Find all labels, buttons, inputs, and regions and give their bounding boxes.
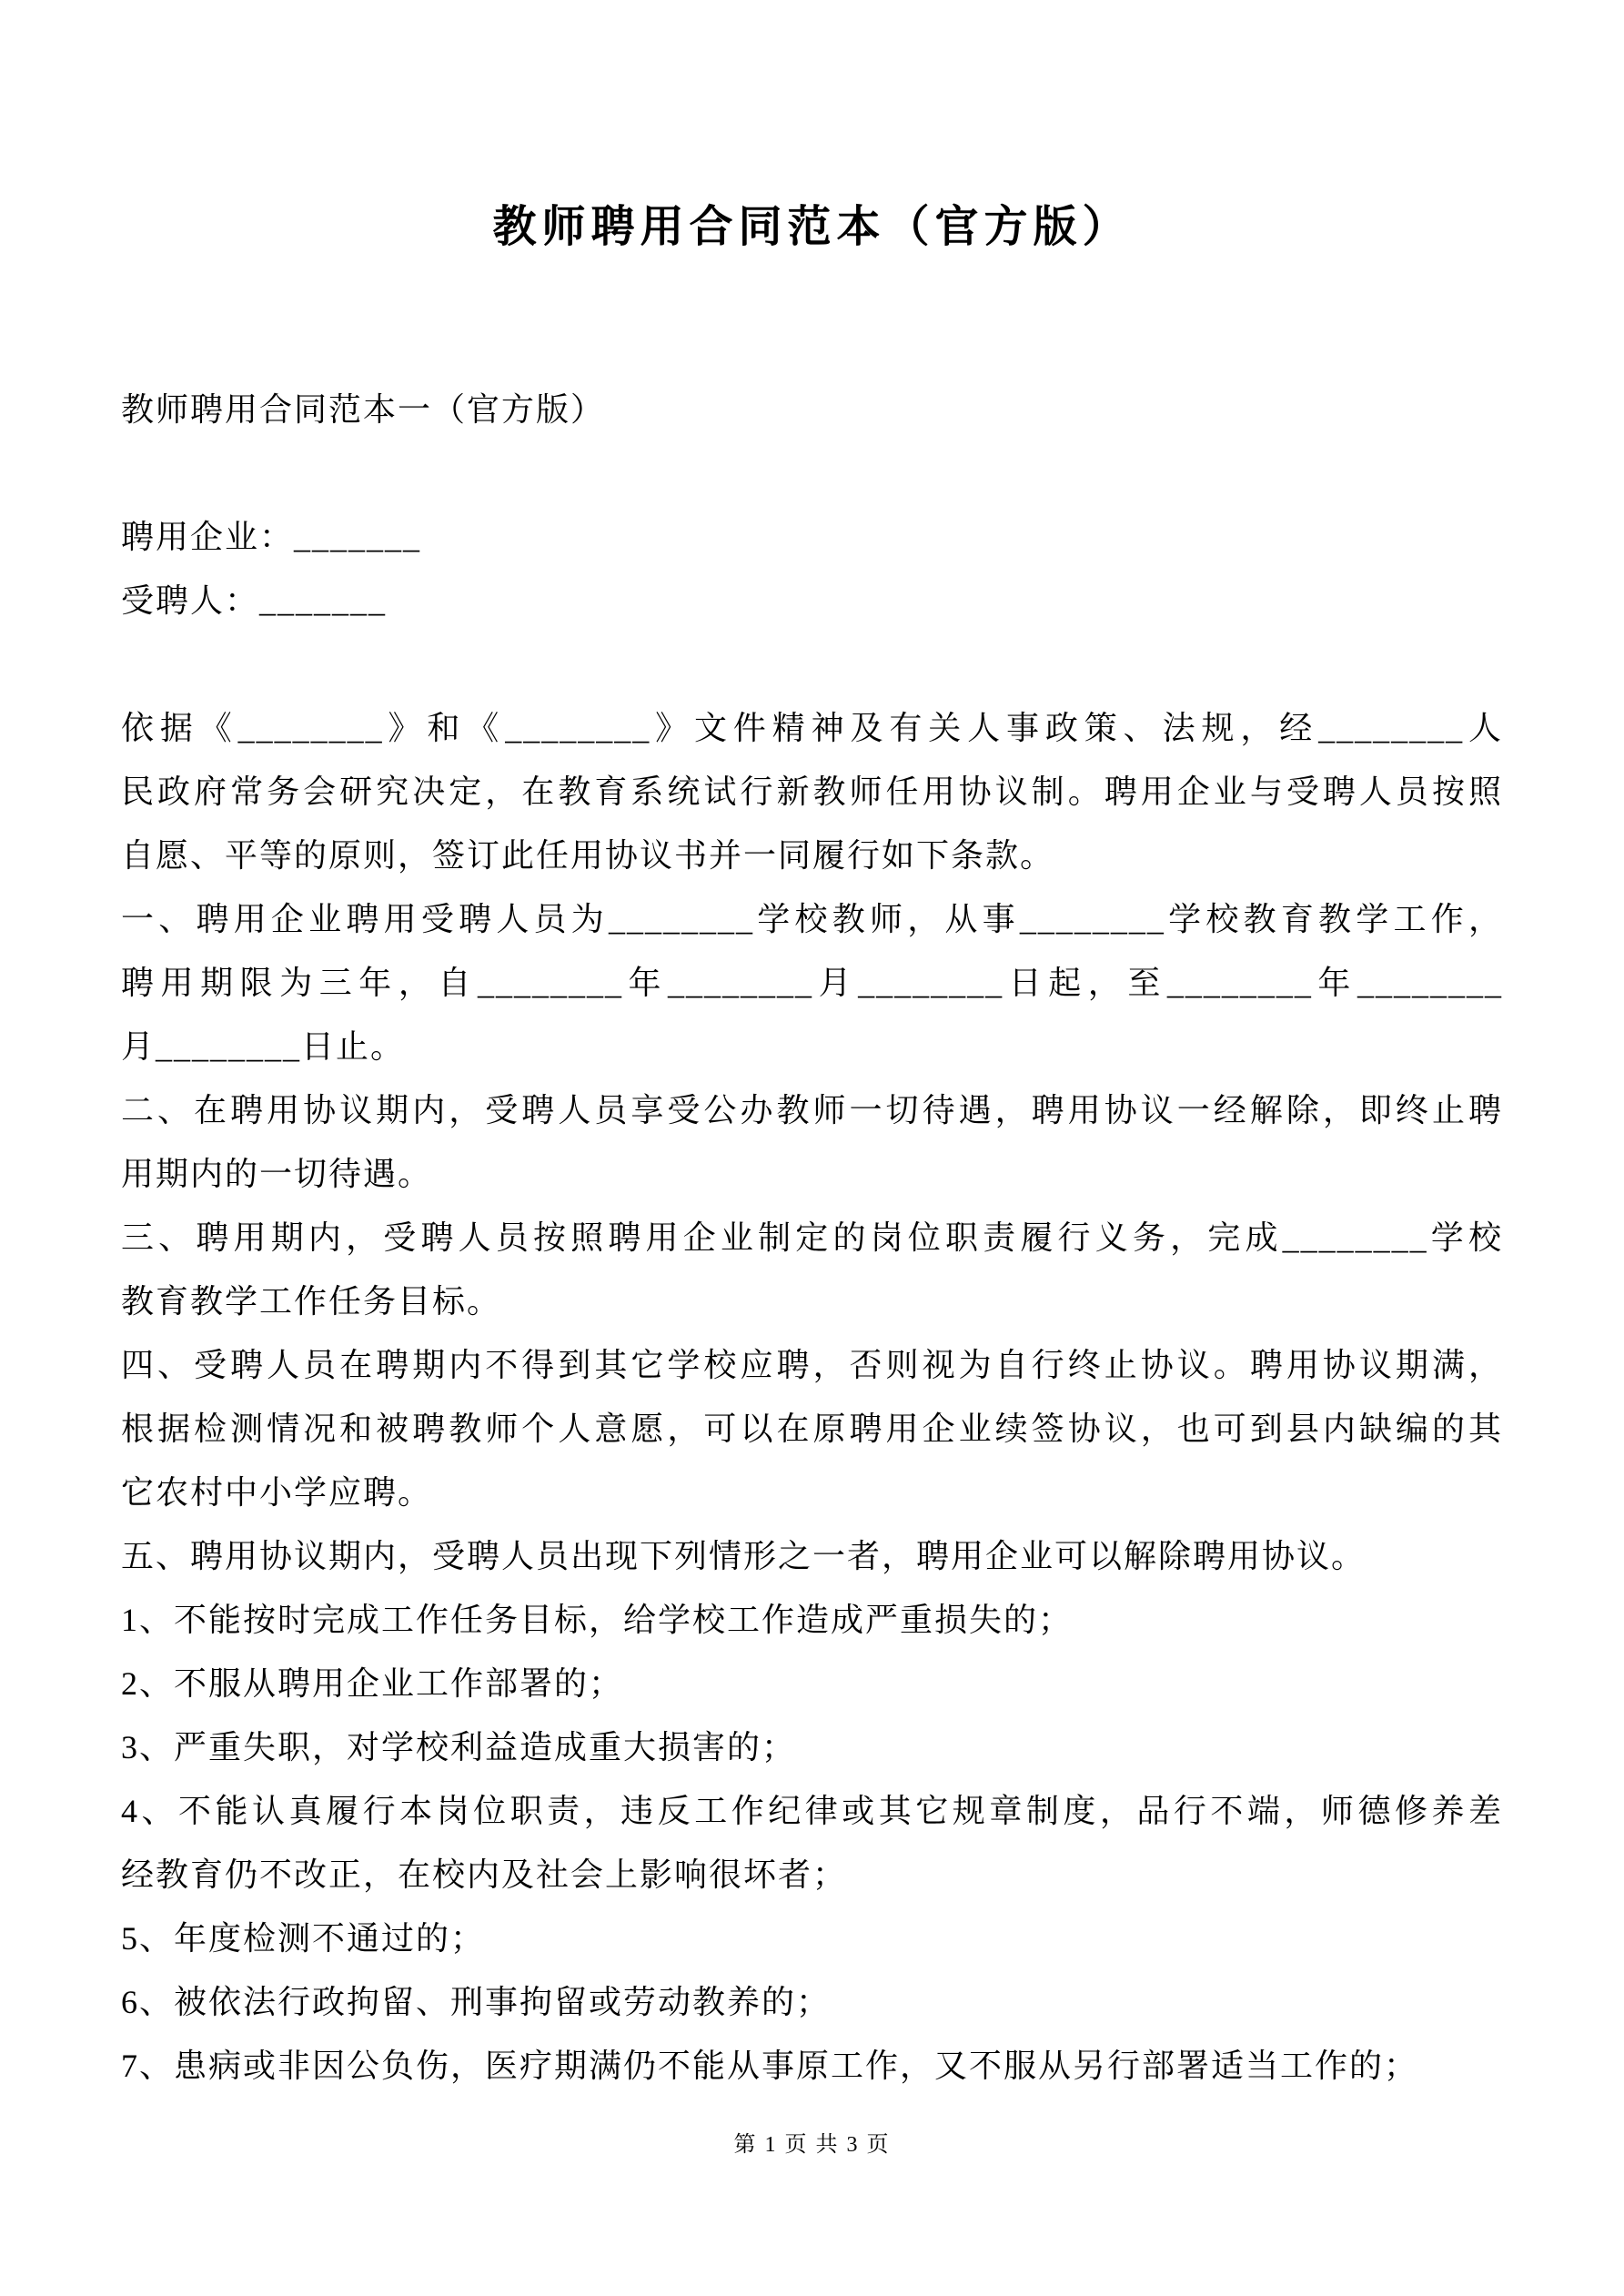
paragraph-line: 3、严重失职，对学校利益造成重大损害的；	[121, 1729, 797, 1765]
paragraph-line: 7、患病或非因公负伤，医疗期满仍不能从事原工作，又不服从另行部署适当工作的；	[121, 2048, 1419, 2084]
document-title: 教师聘用合同范本（官方版）	[492, 203, 1132, 251]
paragraph-line: 根据检测情况和被聘教师个人意愿，可以在原聘用企业续签协议，也可到县内缺编的其	[121, 1411, 1503, 1447]
paragraph-line: 4、不能认真履行本岗位职责，违反工作纪律或其它规章制度，品行不端，师德修养差	[121, 1793, 1503, 1829]
paragraph-line: 聘用期限为三年，自________年________月________日起，至________年________	[121, 965, 1503, 1001]
paragraph-line: 受聘人：_______	[121, 582, 388, 619]
paragraph-line: 1、不能按时完成工作任务目标，给学校工作造成严重损失的；	[121, 1602, 1074, 1638]
paragraph-line: 教育教学工作任务目标。	[121, 1283, 502, 1320]
paragraph-line: 2、不服从聘用企业工作部署的；	[121, 1665, 624, 1702]
paragraph-line: 5、年度检测不通过的；	[121, 1920, 486, 1957]
paragraph-line: 教师聘用合同范本一（官方版）	[121, 391, 606, 428]
paragraph-line: 用期内的一切待遇。	[121, 1156, 433, 1192]
paragraph-line: 依据《________》和《________》文件精神及有关人事政策、法规，经________人	[121, 710, 1503, 746]
paragraph-line: 经教育仍不改正，在校内及社会上影响很坏者；	[121, 1856, 848, 1893]
paragraph-line: 二、在聘用协议期内，受聘人员享受公办教师一切待遇，聘用协议一经解除，即终止聘	[121, 1092, 1503, 1128]
paragraph-line: 三、聘用期内，受聘人员按照聘用企业制定的岗位职责履行义务，完成________学校	[121, 1219, 1503, 1256]
paragraph-line: 四、受聘人员在聘期内不得到其它学校应聘，否则视为自行终止协议。聘用协议期满，	[121, 1347, 1503, 1383]
paragraph-line: 民政府常务会研究决定，在教育系统试行新教师任用协议制。聘用企业与受聘人员按照	[121, 774, 1503, 810]
paragraph-line: 6、被依法行政拘留、刑事拘留或劳动教养的；	[121, 1984, 832, 2020]
paragraph-line: 聘用企业：_______	[121, 519, 422, 555]
paragraph-line: 月________日止。	[121, 1028, 406, 1065]
paragraph-line: 五、聘用协议期内，受聘人员出现下列情形之一者，聘用企业可以解除聘用协议。	[121, 1538, 1367, 1574]
paragraph-line: 一、聘用企业聘用受聘人员为________学校教师，从事________学校教育教学工作，	[121, 901, 1503, 937]
paragraph-line: 自愿、平等的原则，签订此任用协议书并一同履行如下条款。	[121, 837, 1055, 874]
paragraph-line: 它农村中小学应聘。	[121, 1474, 433, 1511]
body-lines	[121, 378, 1503, 2098]
page-footer: 第 1 页 共 3 页	[733, 2133, 891, 2157]
